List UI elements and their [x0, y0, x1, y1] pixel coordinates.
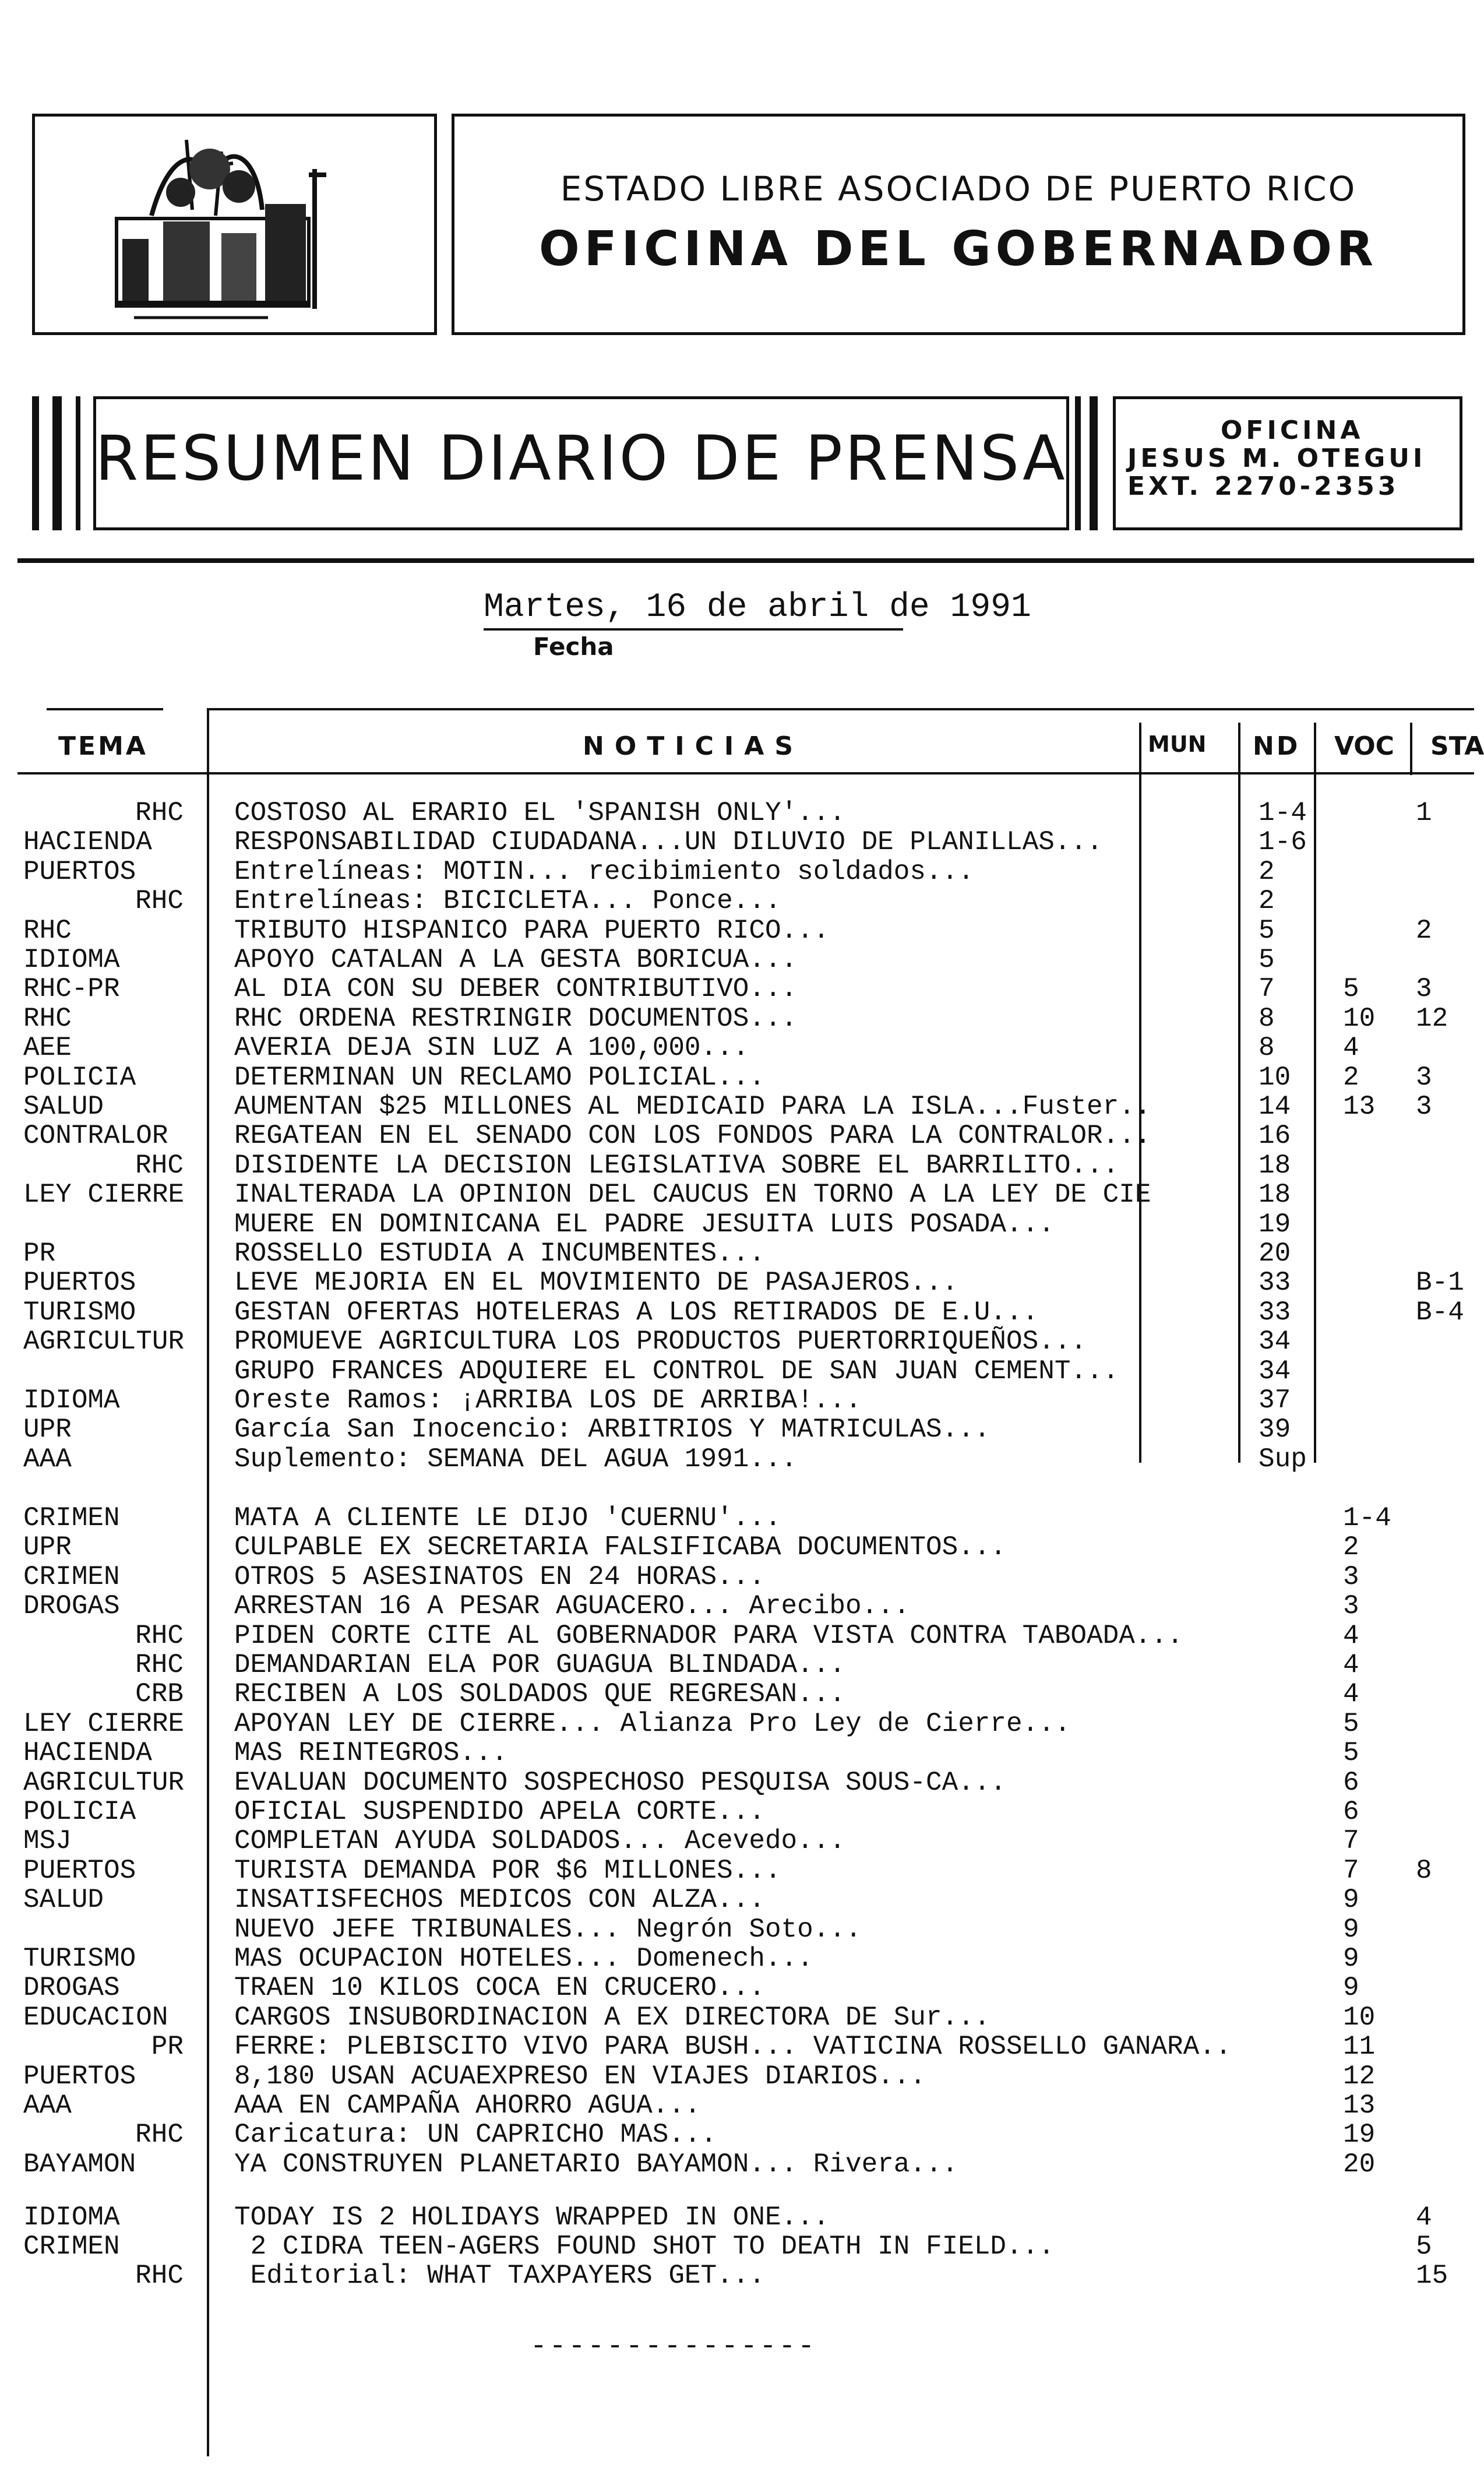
headline-cell: EVALUAN DOCUMENTO SOSPECHOSO PESQUISA SOUS-CA...	[234, 1767, 1007, 1798]
decorative-bars-middle	[1075, 396, 1110, 530]
sta-page-cell: 3	[1416, 1062, 1432, 1093]
decorative-bars-left	[32, 396, 96, 530]
voc-page-cell: 4	[1343, 1620, 1359, 1651]
sta-page-cell: 2	[1416, 915, 1432, 946]
headline-cell: YA CONSTRUYEN PLANETARIO BAYAMON... Rivera...	[234, 2149, 958, 2180]
sta-page-cell: 3	[1416, 1092, 1432, 1122]
news-row	[0, 1121, 1474, 1150]
voc-page-cell: 10	[1343, 1003, 1376, 1034]
nd-page-cell: Sup	[1259, 1444, 1307, 1474]
voc-page-cell: 5	[1343, 974, 1359, 1005]
contact-name: JESUS M. OTEGUI	[1127, 443, 1426, 473]
news-row	[0, 1944, 1474, 1973]
news-row	[0, 1885, 1474, 1914]
news-row	[0, 2261, 1474, 2290]
news-row	[0, 1268, 1474, 1297]
topic-cell: PR	[23, 1238, 56, 1269]
voc-page-cell: 4	[1343, 1033, 1359, 1064]
contact-extension: EXT. 2270-2353	[1127, 471, 1400, 501]
news-row	[0, 1004, 1474, 1033]
news-row	[0, 857, 1474, 886]
sta-page-cell: 1	[1416, 798, 1432, 828]
headline-cell: Caricatura: UN CAPRICHO MAS...	[234, 2120, 717, 2150]
nd-page-cell: 18	[1259, 1180, 1291, 1210]
news-row	[0, 1738, 1474, 1768]
nd-page-cell: 33	[1259, 1268, 1291, 1298]
headline-cell: TODAY IS 2 HOLIDAYS WRAPPED IN ONE...	[234, 2202, 830, 2233]
news-row	[0, 2150, 1474, 2179]
nd-page-cell: 2	[1259, 856, 1275, 887]
nd-page-cell: 20	[1259, 1238, 1291, 1269]
voc-page-cell: 3	[1343, 1561, 1359, 1592]
topic-cell: PUERTOS	[23, 1855, 136, 1886]
nd-page-cell: 14	[1259, 1092, 1291, 1122]
headline-cell: APOYAN LEY DE CIERRE... Alianza Pro Ley de Cierre...	[234, 1708, 1071, 1739]
sta-page-cell: 8	[1416, 1855, 1432, 1886]
topic-cell: POLICIA	[23, 1797, 136, 1827]
headline-cell: 2 CIDRA TEEN-AGERS FOUND SHOT TO DEATH IN FIELD...	[234, 2231, 1055, 2262]
headline-cell: GRUPO FRANCES ADQUIERE EL CONTROL DE SAN JUAN CEMENT...	[234, 1356, 1119, 1386]
sta-page-cell: 4	[1416, 2202, 1432, 2233]
news-row	[0, 1092, 1474, 1121]
voc-page-cell: 10	[1343, 2002, 1376, 2033]
news-row	[0, 1210, 1474, 1239]
headline-cell: Entrelíneas: MOTIN... recibimiento soldados...	[234, 856, 974, 887]
topic-cell: CRB	[135, 1679, 184, 1710]
news-row	[0, 886, 1474, 916]
voc-page-cell: 9	[1343, 1914, 1359, 1945]
topic-cell: CRIMEN	[23, 1503, 120, 1533]
news-row	[0, 1327, 1474, 1356]
news-row	[0, 945, 1474, 974]
sta-page-cell: 12	[1416, 1003, 1448, 1034]
closing-dashes: ---------------	[530, 2331, 817, 2363]
voc-page-cell: 3	[1343, 1591, 1359, 1622]
headline-cell: MAS OCUPACION HOTELES... Domenech...	[234, 1944, 813, 1974]
topic-cell: AAA	[23, 1444, 72, 1474]
headline-cell: GESTAN OFERTAS HOTELERAS A LOS RETIRADOS DE E.U...	[234, 1297, 1039, 1328]
topic-cell: PUERTOS	[23, 2061, 136, 2092]
la-fortaleza-logo-image	[35, 117, 434, 332]
headline-cell: Suplemento: SEMANA DEL AGUA 1991...	[234, 1444, 798, 1474]
topic-cell: CRIMEN	[23, 1561, 120, 1592]
topic-cell: RHC	[135, 798, 184, 828]
headline-cell: DEMANDARIAN ELA POR GUAGUA BLINDADA...	[234, 1650, 845, 1680]
news-row	[0, 1650, 1474, 1680]
topic-cell: HACIENDA	[23, 1738, 152, 1769]
voc-page-cell: 4	[1343, 1679, 1359, 1710]
voc-page-cell: 1-4	[1343, 1503, 1391, 1533]
nd-page-cell: 1-4	[1259, 798, 1307, 828]
news-row	[0, 1357, 1474, 1386]
headline-cell: DETERMINAN UN RECLAMO POLICIAL...	[234, 1062, 765, 1093]
voc-page-cell: 13	[1343, 2090, 1376, 2121]
sta-page-cell: B-1	[1416, 1268, 1464, 1298]
topic-cell: POLICIA	[23, 1062, 136, 1093]
government-subtitle: ESTADO LIBRE ASOCIADO DE PUERTO RICO	[560, 169, 1357, 209]
nd-page-cell: 37	[1259, 1385, 1291, 1416]
topic-cell: RHC	[135, 886, 184, 917]
headline-cell: ARRESTAN 16 A PESAR AGUACERO... Arecibo...	[234, 1591, 910, 1622]
topic-cell: HACIENDA	[23, 827, 152, 858]
contact-office: OFICINA	[1221, 416, 1364, 445]
topic-cell: AAA	[23, 2090, 72, 2121]
voc-page-cell: 20	[1343, 2149, 1376, 2180]
headline-cell: MUERE EN DOMINICANA EL PADRE JESUITA LUIS POSADA...	[234, 1209, 1055, 1240]
nd-page-cell: 1-6	[1259, 827, 1307, 858]
headline-cell: Editorial: WHAT TAXPAYERS GET...	[234, 2261, 765, 2291]
nd-page-cell: 2	[1259, 886, 1275, 917]
news-row	[0, 1797, 1474, 1826]
nd-page-cell: 8	[1259, 1033, 1275, 1064]
voc-page-cell: 9	[1343, 1944, 1359, 1974]
topic-cell: PR	[151, 2032, 184, 2062]
news-row	[0, 1386, 1474, 1415]
column-header-tema: TEMA	[58, 731, 148, 761]
topic-cell: RHC	[135, 1620, 184, 1651]
headline-cell: APOYO CATALAN A LA GESTA BORICUA...	[234, 945, 798, 975]
logo-box	[32, 114, 437, 335]
voc-page-cell: 2	[1343, 1532, 1359, 1563]
topic-cell: TURISMO	[23, 1297, 136, 1328]
headline-cell: 8,180 USAN ACUAEXPRESO EN VIAJES DIARIOS...	[234, 2061, 926, 2092]
column-header-mun: MUN	[1148, 731, 1207, 757]
voc-page-cell: 11	[1343, 2032, 1376, 2062]
sta-page-cell: 15	[1416, 2261, 1448, 2291]
date-label: Fecha	[533, 632, 614, 661]
topic-cell: CRIMEN	[23, 2231, 120, 2262]
topic-cell: RHC	[135, 1650, 184, 1680]
voc-page-cell: 2	[1343, 1062, 1359, 1093]
headline-cell: RESPONSABILIDAD CIUDADANA...UN DILUVIO DE PLANILLAS...	[234, 827, 1103, 858]
news-row	[0, 1768, 1474, 1797]
news-row	[0, 2232, 1474, 2261]
sta-page-cell: B-4	[1416, 1297, 1464, 1328]
topic-cell: AGRICULTUR	[23, 1767, 185, 1798]
tema-top-rule	[47, 708, 163, 710]
news-row	[0, 1415, 1474, 1444]
news-row	[0, 1445, 1474, 1474]
topic-cell: MSJ	[23, 1826, 72, 1857]
headline-cell: COSTOSO AL ERARIO EL 'SPANISH ONLY'...	[234, 798, 845, 828]
topic-cell: RHC-PR	[23, 974, 120, 1005]
voc-page-cell: 6	[1343, 1767, 1359, 1798]
topic-cell: SALUD	[23, 1885, 104, 1916]
table-header-rule	[17, 772, 1474, 774]
headline-cell: PROMUEVE AGRICULTURA LOS PRODUCTOS PUERTORRIQUEÑOS...	[234, 1326, 1087, 1357]
topic-cell: CONTRALOR	[23, 1121, 168, 1152]
headline-cell: AAA EN CAMPAÑA AHORRO AGUA...	[234, 2090, 701, 2121]
news-row	[0, 1504, 1474, 1533]
topic-cell: LEY CIERRE	[23, 1708, 185, 1739]
voc-page-cell: 4	[1343, 1650, 1359, 1680]
topic-cell: PUERTOS	[23, 1268, 136, 1298]
topic-cell: DROGAS	[23, 1973, 120, 2004]
news-row	[0, 916, 1474, 945]
nd-page-cell: 19	[1259, 1209, 1291, 1240]
voc-page-cell: 12	[1343, 2061, 1376, 2092]
headline-cell: DISIDENTE LA DECISION LEGISLATIVA SOBRE EL BARRILITO...	[234, 1150, 1119, 1181]
headline-cell: REGATEAN EN EL SENADO CON LOS FONDOS PARA LA CONTRALOR...	[234, 1121, 1151, 1152]
news-row	[0, 1709, 1474, 1738]
nd-page-cell: 5	[1259, 915, 1275, 946]
voc-page-cell: 6	[1343, 1797, 1359, 1827]
column-header-noticias: NOTICIAS	[583, 731, 804, 761]
header-rule	[17, 558, 1474, 563]
headline-cell: AL DIA CON SU DEBER CONTRIBUTIVO...	[234, 974, 798, 1005]
voc-page-cell: 5	[1343, 1738, 1359, 1769]
topic-cell: RHC	[23, 1003, 72, 1034]
headline-cell: OTROS 5 ASESINATOS EN 24 HORAS...	[234, 1561, 765, 1592]
news-row	[0, 1180, 1474, 1209]
news-row	[0, 2062, 1474, 2091]
nd-page-cell: 5	[1259, 945, 1275, 975]
voc-column-line	[1410, 723, 1412, 775]
nd-page-cell: 34	[1259, 1326, 1291, 1357]
headline-cell: INALTERADA LA OPINION DEL CAUCUS EN TORNO A LA LEY DE CIE	[234, 1180, 1151, 1210]
headline-cell: RHC ORDENA RESTRINGIR DOCUMENTOS...	[234, 1003, 798, 1034]
topic-cell: RHC	[23, 915, 72, 946]
headline-cell: RECIBEN A LOS SOLDADOS QUE REGRESAN...	[234, 1679, 845, 1710]
news-row	[0, 1239, 1474, 1268]
headline-cell: CARGOS INSUBORDINACION A EX DIRECTORA DE Sur...	[234, 2002, 990, 2033]
voc-page-cell: 7	[1343, 1855, 1359, 1886]
news-row	[0, 1063, 1474, 1092]
headline-cell: Entrelíneas: BICICLETA... Ponce...	[234, 886, 781, 917]
news-row	[0, 2003, 1474, 2032]
voc-page-cell: 13	[1343, 1092, 1376, 1122]
voc-page-cell: 7	[1343, 1826, 1359, 1857]
topic-cell: AGRICULTUR	[23, 1326, 185, 1357]
headline-cell: CULPABLE EX SECRETARIA FALSIFICABA DOCUMENTOS...	[234, 1532, 1007, 1563]
news-row	[0, 1621, 1474, 1650]
topic-cell: SALUD	[23, 1092, 104, 1122]
news-row	[0, 1151, 1474, 1180]
topic-cell: UPR	[23, 1532, 72, 1563]
topic-cell: IDIOMA	[23, 1385, 120, 1416]
nd-page-cell: 16	[1259, 1121, 1291, 1152]
headline-cell: PIDEN CORTE CITE AL GOBERNADOR PARA VISTA CONTRA TABOADA...	[234, 1620, 1183, 1651]
headline-cell: AVERIA DEJA SIN LUZ A 100,000...	[234, 1033, 749, 1064]
headline-cell: INSATISFECHOS MEDICOS CON ALZA...	[234, 1885, 765, 1916]
headline-cell: ROSSELLO ESTUDIA A INCUMBENTES...	[234, 1238, 765, 1269]
nd-page-cell: 10	[1259, 1062, 1291, 1093]
news-row	[0, 1533, 1474, 1562]
column-header-voc: VOC	[1334, 731, 1394, 761]
headline-cell: MATA A CLIENTE LE DIJO 'CUERNU'...	[234, 1503, 781, 1533]
sta-page-cell: 3	[1416, 974, 1432, 1005]
topic-cell: RHC	[135, 2261, 184, 2291]
topic-cell: RHC	[135, 1150, 184, 1181]
headline-cell: TRIBUTO HISPANICO PARA PUERTO RICO...	[234, 915, 830, 946]
news-row	[0, 2032, 1474, 2061]
topic-cell: UPR	[23, 1414, 72, 1445]
nd-page-cell: 18	[1259, 1150, 1291, 1181]
table-top-rule	[207, 708, 1474, 710]
headline-cell: FERRE: PLEBISCITO VIVO PARA BUSH... VATICINA ROSSELLO GANARA..	[234, 2032, 1232, 2062]
headline-cell: TRAEN 10 KILOS COCA EN CRUCERO...	[234, 1973, 765, 2004]
report-title: RESUMEN DIARIO DE PRENSA	[95, 423, 1067, 494]
topic-cell: DROGAS	[23, 1591, 120, 1622]
news-row	[0, 1915, 1474, 1944]
headline-cell: MAS REINTEGROS...	[234, 1738, 508, 1769]
news-row	[0, 1592, 1474, 1621]
headline-cell: Oreste Ramos: ¡ARRIBA LOS DE ARRIBA!...	[234, 1385, 862, 1416]
headline-cell: TURISTA DEMANDA POR $6 MILLONES...	[234, 1855, 781, 1886]
nd-page-cell: 33	[1259, 1297, 1291, 1328]
report-date: Martes, 16 de abril de 1991	[484, 589, 1031, 626]
voc-page-cell: 19	[1343, 2120, 1376, 2150]
nd-page-cell: 39	[1259, 1414, 1291, 1445]
office-title: OFICINA DEL GOBERNADOR	[538, 221, 1379, 277]
news-row	[0, 1826, 1474, 1856]
news-row	[0, 1033, 1474, 1062]
topic-cell: IDIOMA	[23, 2202, 120, 2233]
headline-cell: LEVE MEJORIA EN EL MOVIMIENTO DE PASAJEROS...	[234, 1268, 958, 1298]
topic-cell: LEY CIERRE	[23, 1180, 185, 1210]
topic-cell: RHC	[135, 2120, 184, 2150]
topic-cell: BAYAMON	[23, 2149, 136, 2180]
topic-cell: IDIOMA	[23, 945, 120, 975]
news-row	[0, 1298, 1474, 1327]
voc-page-cell: 9	[1343, 1885, 1359, 1916]
column-header-nd: ND	[1253, 731, 1300, 761]
news-row	[0, 1680, 1474, 1709]
nd-page-cell: 8	[1259, 1003, 1275, 1034]
headline-cell: OFICIAL SUSPENDIDO APELA CORTE...	[234, 1797, 765, 1827]
voc-page-cell: 5	[1343, 1708, 1359, 1739]
headline-cell: NUEVO JEFE TRIBUNALES... Negrón Soto...	[234, 1914, 862, 1945]
news-row	[0, 974, 1474, 1004]
topic-cell: AEE	[23, 1033, 72, 1064]
news-row	[0, 798, 1474, 828]
column-header-sta: STA	[1430, 731, 1484, 761]
topic-cell: PUERTOS	[23, 856, 136, 887]
headline-cell: COMPLETAN AYUDA SOLDADOS... Acevedo...	[234, 1826, 845, 1857]
date-underline	[484, 628, 903, 631]
news-row	[0, 1562, 1474, 1592]
news-row	[0, 1856, 1474, 1885]
voc-page-cell: 9	[1343, 1973, 1359, 2004]
headline-cell: García San Inocencio: ARBITRIOS Y MATRICULAS...	[234, 1414, 990, 1445]
news-row	[0, 828, 1474, 857]
news-row	[0, 1973, 1474, 2002]
news-row	[0, 2120, 1474, 2149]
news-row	[0, 2203, 1474, 2232]
topic-cell: TURISMO	[23, 1944, 136, 1974]
nd-page-cell: 34	[1259, 1356, 1291, 1386]
contact-info	[1127, 417, 1465, 501]
sta-page-cell: 5	[1416, 2231, 1432, 2262]
topic-cell: EDUCACION	[23, 2002, 168, 2033]
news-row	[0, 2091, 1474, 2120]
headline-cell: AUMENTAN $25 MILLONES AL MEDICAID PARA LA ISLA...Fuster..	[234, 1092, 1151, 1122]
nd-page-cell: 7	[1259, 974, 1275, 1005]
